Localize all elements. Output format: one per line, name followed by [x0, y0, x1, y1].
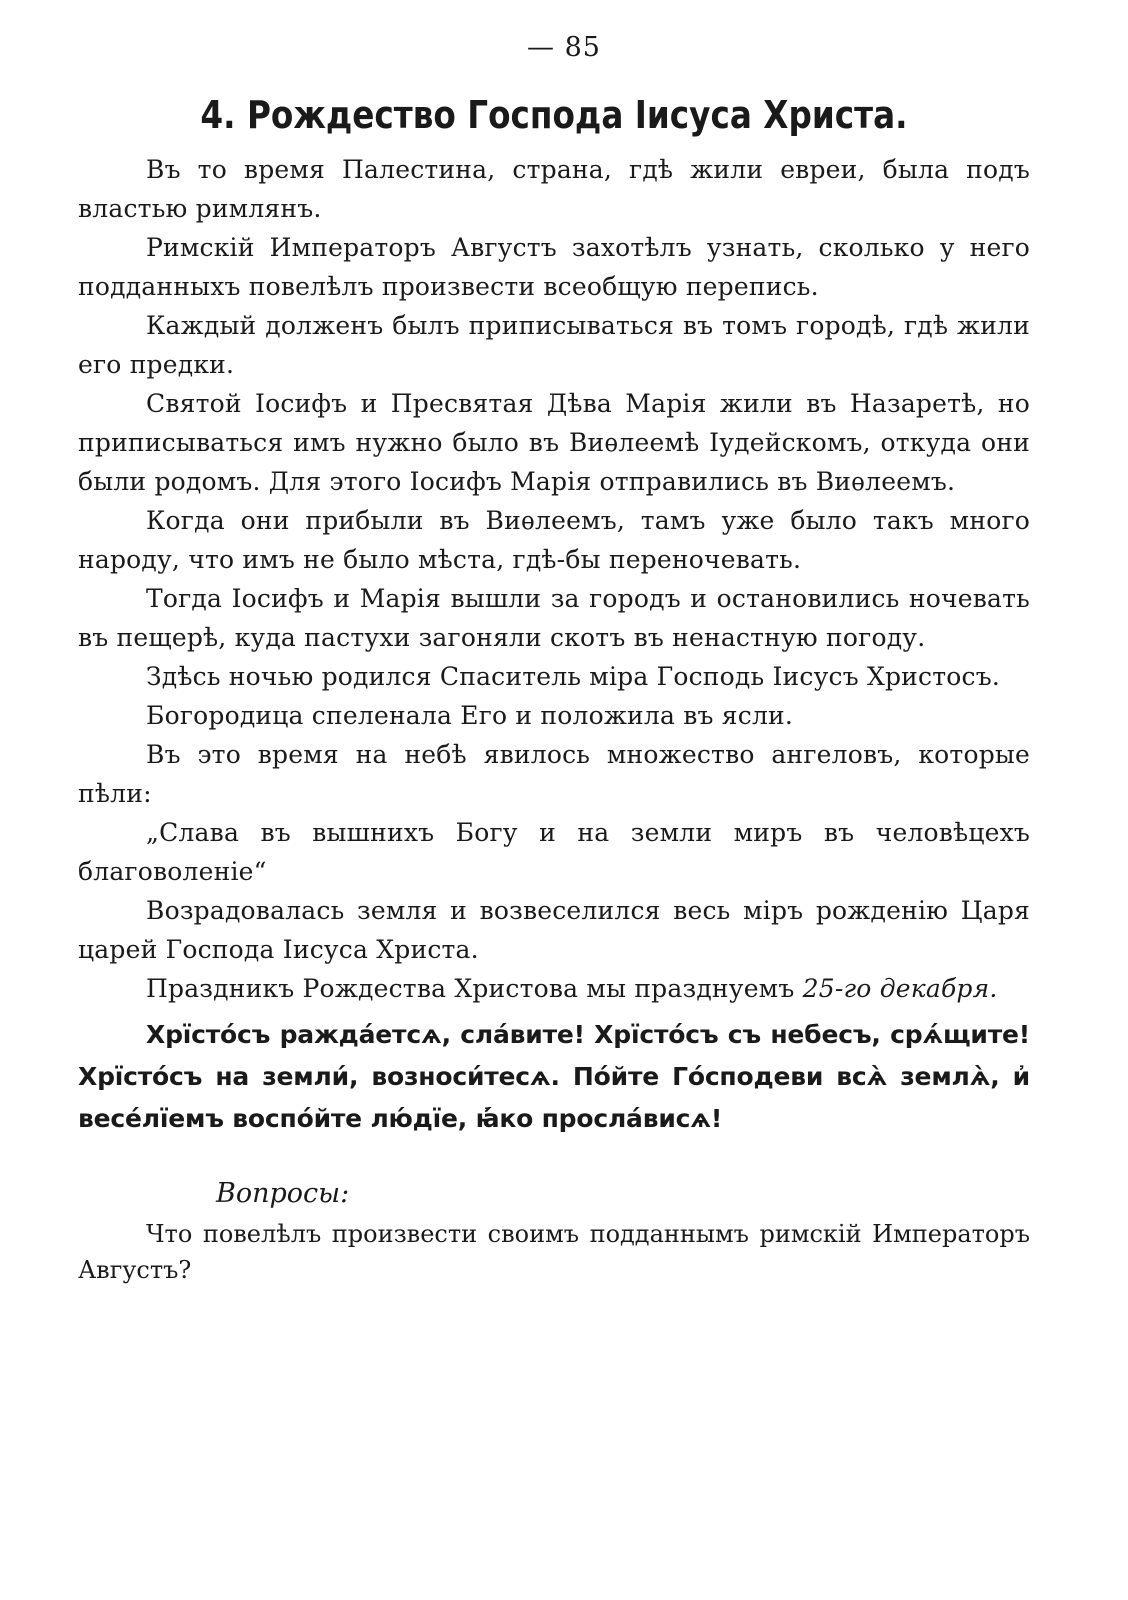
page: [78, 28, 1030, 1288]
paragraph-2: Римскій Императоръ Августъ захотѣлъ узнать, сколько у него подданныхъ повелѣлъ произвести всеобщую перепись.: [78, 233, 1030, 301]
paragraph-4: Святой Іосифъ и Пресвятая Дѣва Марія жили въ Назаретѣ, но приписываться имъ нужно было въ Виѳлеемѣ Іудейскомъ, откуда они были родомъ. Для этого Іосифъ Марія отправились въ Виѳлеемъ.: [78, 389, 1030, 496]
questions-heading: Вопросы:: [216, 1178, 350, 1209]
paragraph-9: Въ это время на небѣ явилось множество ангеловъ, которые пѣли:: [78, 740, 1030, 808]
church-slavonic-hymn: Хрїстóсъ раждáетсѧ, слáвите! Хрїстóсъ съ небесъ, срѧ́щите! Хрїстóсъ на земли́, возноси́тесѧ. Пóйте Гóсподеви всѧ̀ землѧ̀, и҆ весе́лїемъ воспóйте лю́дїе, ꙗ҆́ко прослáвисѧ!: [78, 1020, 1030, 1133]
chapter-title: 4. Рождество Господа Іисуса Христа.: [200, 93, 908, 137]
paragraph-3: Каждый долженъ былъ приписываться въ томъ городѣ, гдѣ жили его предки.: [78, 311, 1030, 379]
question-1: Что повелѣлъ произвести своимъ подданнымъ римскій Императоръ Августъ?: [78, 1220, 1030, 1284]
feast-text: Праздникъ Рождества Христова мы празднуемъ: [146, 974, 795, 1003]
paragraph-6: Тогда Іосифъ и Марія вышли за городъ и остановились ночевать въ пещерѣ, куда пастухи загоняли скотъ въ ненастную погоду.: [78, 584, 1030, 652]
paragraph-8: Богородица спеленала Его и положила въ ясли.: [146, 701, 794, 730]
paragraph-11: Возрадовалась земля и возвеселился весь міръ рожденію Царя царей Господа Іисуса Христа.: [78, 896, 1030, 964]
feast-date: 25-го декабря.: [802, 974, 998, 1003]
paragraph-10-angels-song: „Слава въ вышнихъ Богу и на земли миръ въ человѣцехъ благоволеніе“: [78, 818, 1030, 886]
paragraph-5: Когда они прибыли въ Виѳлеемъ, тамъ уже было такъ много народу, что имъ не было мѣста, гдѣ-бы переночевать.: [78, 506, 1030, 574]
feast-paragraph: [78, 969, 1030, 1008]
page-number: — 85: [527, 32, 601, 63]
paragraph-1: Въ то время Палестина, страна, гдѣ жили евреи, была подъ властью римлянъ.: [78, 155, 1030, 223]
paragraph-7: Здѣсь ночью родился Спаситель міра Господь Іисусъ Христосъ.: [146, 662, 1000, 691]
